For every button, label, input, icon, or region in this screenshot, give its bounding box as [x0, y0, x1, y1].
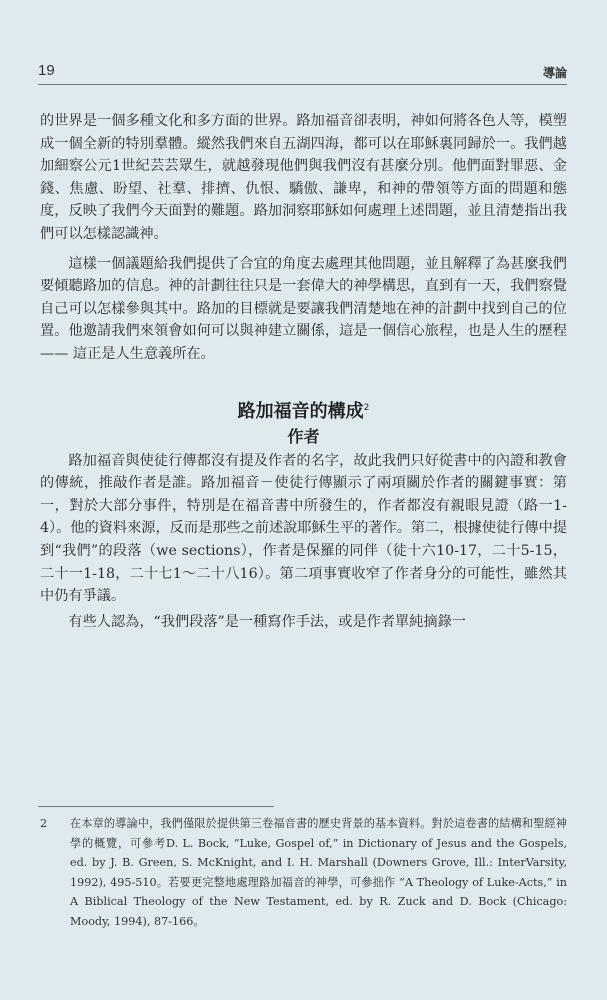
footnote-number: 2 [40, 817, 48, 830]
footnote [40, 814, 567, 932]
footnote-text: 在本章的導論中，我們僅限於提供第三卷福音書的歷史背景的基本資料。對於這卷書的結構和聖經神學的概覽，可參考D. L. Bock, “Luke, Gospel of,” in Dictionary of Jesus and the Gospels, ed. by J. B. Green, S. McKnight, and I. H. Marshall (Downers Grove, Ill.: InterVarsity, 1992), 495-510。若要更完整地處理路加福音的神學，可參拙作 “A Theology of Luke-Acts,” in A Biblical Theology of the New Testament, ed. by R. Zuck and D. Bock (Chicago: Moody, 1994), 87-166。 [70, 817, 567, 928]
footnote-divider [38, 806, 274, 807]
running-title: 導論 [542, 66, 567, 80]
page-number: 19 [38, 62, 55, 79]
subsection-heading: 作者 [287, 426, 320, 446]
paragraph: 路加福音與使徒行傳都沒有提及作者的名字，故此我們只好從書中的內證和教會的傳統，推敲作者是誰。路加福音－使徒行傳顯示了兩項關於作者的關鍵事實：第一，對於大部分事件，特別是在福音書中所發生的，作者都沒有親眼見證（路一1-4）。他的資料來源，反而是那些之前述說耶穌生平的著作。第二，根據使徒行傳中提到“我們”的段落（we sections），作者是保羅的同伴（徒十六10-17，二十5-15，二十一1-18，二十七1～二十八16）。第二項事實收窄了作者身分的可能性，雖然其中仍有爭議。 [40, 452, 567, 605]
paragraph: 這樣一個議題給我們提供了合宜的角度去處理其他問題，並且解釋了為甚麼我們要傾聽路加的信息。神的計劃往往只是一套偉大的神學構思，直到有一天，我們察覺自己可以怎樣參與其中。路加的目標就是要讓我們清楚地在神的計劃中找到自己的位置。他邀請我們來領會如何可以與神建立關係，這是一個信心旅程，也是人生的歷程 —— 這正是人生意義所在。 [40, 255, 567, 362]
paragraph: 的世界是一個多種文化和多方面的世界。路加福音卻表明，神如何將各色人等，模塑成一個全新的特別羣體。縱然我們來自五湖四海，都可以在耶穌裏同歸於一。我們越加細察公元1世紀芸芸眾生，就越發現他們與我們沒有甚麼分別。他們面對罪惡、金錢、焦慮、盼望、社羣、排擠、仇恨、驕傲、謙卑，和神的帶領等方面的問題和態度，反映了我們今天面對的難題。路加洞察耶穌如何處理上述問題，並且清楚指出我們可以怎樣認識神。 [40, 113, 567, 242]
paragraph: 有些人認為，“我們段落”是一種寫作手法，或是作者單純摘錄一 [68, 613, 466, 630]
section-heading [40, 396, 567, 424]
running-header [38, 60, 567, 85]
footnote-ref[interactable]: 2 [363, 402, 370, 413]
section-title-text: 路加福音的構成 [237, 400, 364, 422]
main-text [40, 110, 567, 633]
